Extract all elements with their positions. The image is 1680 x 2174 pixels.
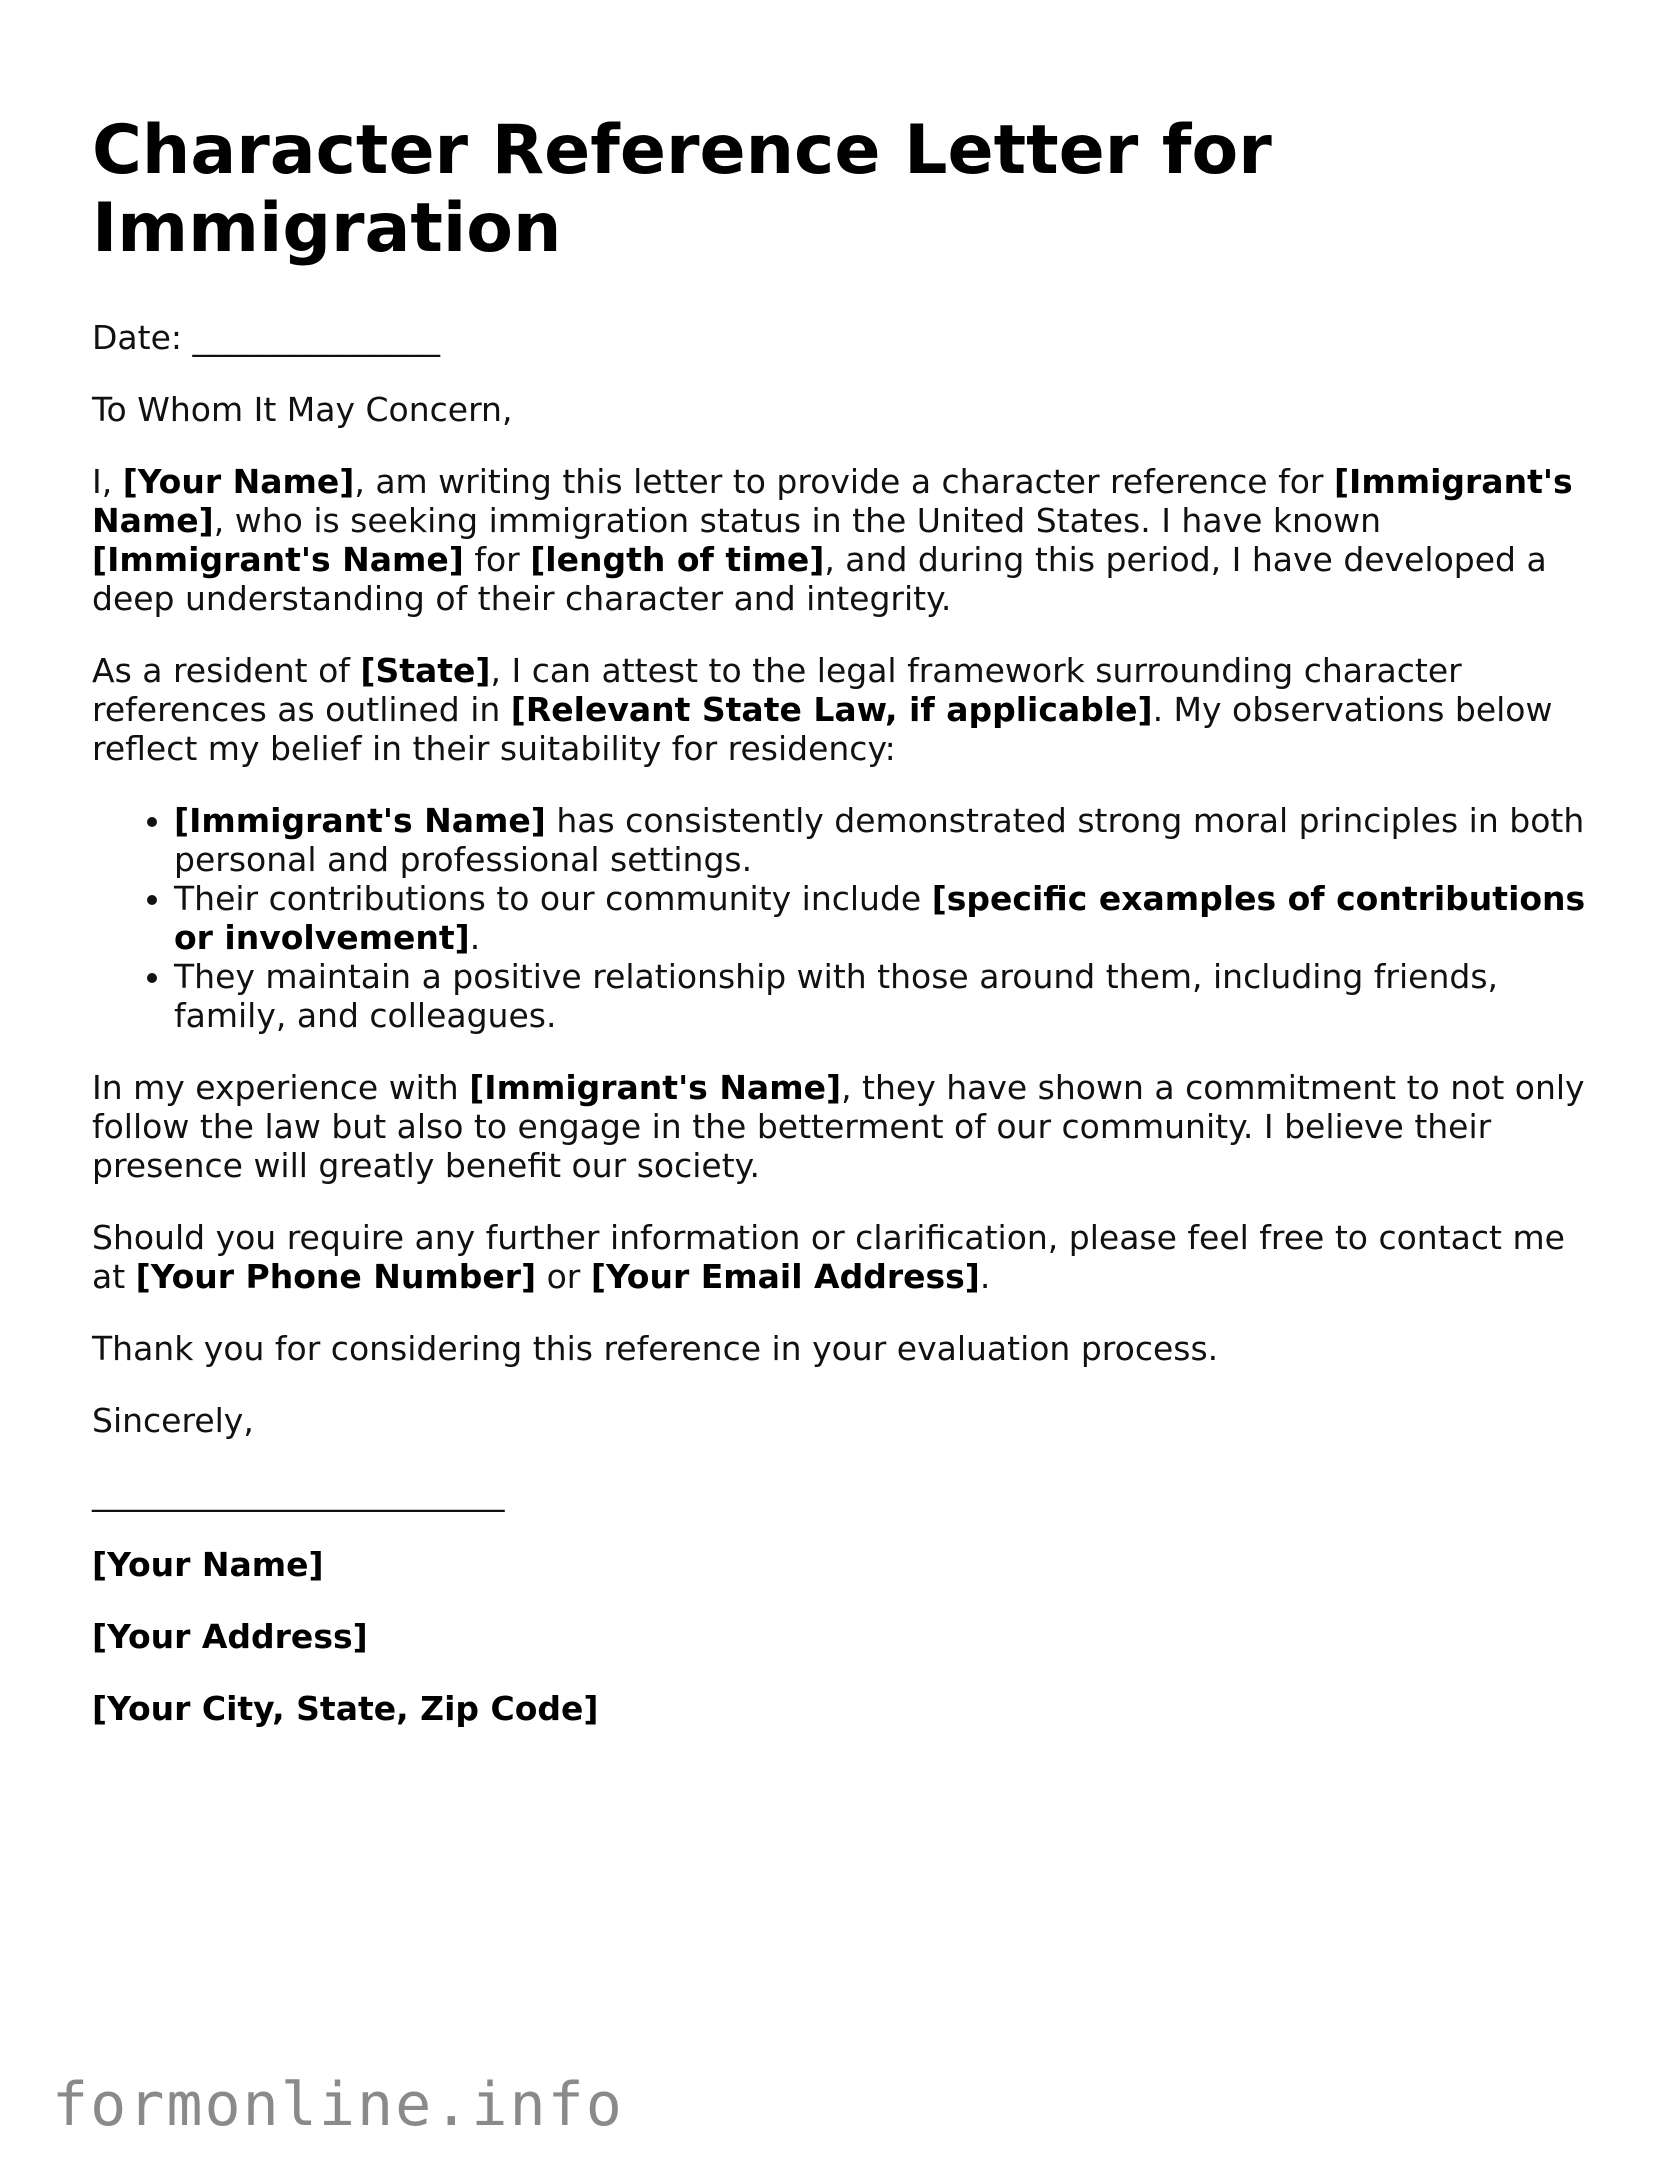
list-item — [174, 957, 1592, 1035]
text-run: . — [979, 1257, 991, 1296]
text-run: . — [469, 918, 481, 957]
signer-address: [Your Address] — [92, 1617, 368, 1656]
salutation: To Whom It May Concern, — [92, 390, 513, 429]
observations-list — [92, 801, 1592, 1035]
text-run: , and during this period, I have developed a deep understanding of their character and integrity. — [92, 540, 1547, 618]
placeholder-immigrant-name: [Immigrant's Name] — [92, 462, 1573, 540]
signature-line: _________________________ — [92, 1473, 505, 1512]
text-run: I, — [92, 462, 123, 501]
text-run: , I can attest to the legal framework surrounding character references as outlined in — [92, 651, 1462, 729]
text-run: , who is seeking immigration status in the United States. I have known — [213, 501, 1382, 540]
text-run: has consistently demonstrated strong moral principles in both personal and professional settings. — [174, 801, 1585, 879]
intro-paragraph — [92, 462, 1592, 618]
text-run: They maintain a positive relationship with those around them, including friends, family, and colleagues. — [174, 957, 1498, 1035]
signer-name: [Your Name] — [92, 1545, 324, 1584]
text-run: In my experience with — [92, 1068, 470, 1107]
residency-paragraph — [92, 651, 1592, 768]
page-title: Character Reference Letter for Immigration — [92, 111, 1272, 268]
placeholder-immigrant-name: [Immigrant's Name] — [469, 1068, 842, 1107]
placeholder-length-of-time: [length of time] — [530, 540, 825, 579]
text-run: , they have shown a commitment to not only follow the law but also to engage in the betterment of our community. I believe their presence will greatly benefit our society. — [92, 1068, 1585, 1185]
text-run: Should you require any further information or clarification, please feel free to contact me at — [92, 1218, 1565, 1296]
placeholder-state-law: [Relevant State Law, if applicable] — [510, 690, 1153, 729]
text-run: As a resident of — [92, 651, 361, 690]
text-run: , am writing this letter to provide a character reference for — [354, 462, 1334, 501]
signer-block — [92, 1545, 1592, 1728]
list-item — [174, 879, 1592, 957]
contact-paragraph — [92, 1218, 1592, 1296]
list-item — [174, 801, 1592, 879]
placeholder-immigrant-name: [Immigrant's Name] — [174, 801, 546, 840]
thanks-paragraph: Thank you for considering this reference in your evaluation process. — [92, 1329, 1219, 1368]
text-run: or — [536, 1257, 591, 1296]
signer-city-state-zip: [Your City, State, Zip Code] — [92, 1689, 599, 1728]
placeholder-state: [State] — [360, 651, 491, 690]
placeholder-email: [Your Email Address] — [590, 1257, 980, 1296]
text-run: for — [463, 540, 531, 579]
placeholder-your-name: [Your Name] — [122, 462, 355, 501]
letter-page — [92, 112, 1592, 1761]
date-line: Date: _______________ — [92, 318, 440, 357]
placeholder-contributions: [specific examples of contributions or involvement] — [174, 879, 1586, 957]
experience-paragraph — [92, 1068, 1592, 1185]
closing: Sincerely, — [92, 1401, 254, 1440]
placeholder-phone: [Your Phone Number] — [135, 1257, 537, 1296]
watermark: formonline.info — [52, 2070, 624, 2140]
placeholder-immigrant-name: [Immigrant's Name] — [92, 540, 464, 579]
text-run: Their contributions to our community include — [174, 879, 932, 918]
text-run: . My observations below reflect my belief in their suitability for residency: — [92, 690, 1553, 768]
